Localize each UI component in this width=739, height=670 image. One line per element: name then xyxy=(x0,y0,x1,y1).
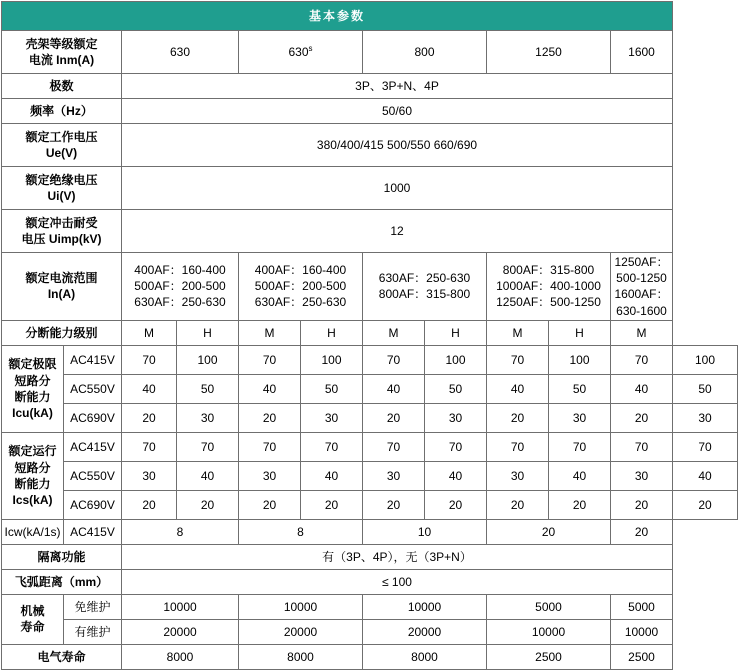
ics-415-m-4: 70 xyxy=(487,432,549,461)
current-range-3-line1: 630AF：250-630 xyxy=(378,271,471,286)
icu-415-m-2: 70 xyxy=(239,345,301,374)
table-row-arc-distance xyxy=(2,569,738,594)
frame-value-1: 630 xyxy=(122,31,239,74)
icu-550-h-5: 50 xyxy=(673,374,738,403)
impulse-voltage-label-line1: 额定冲击耐受 xyxy=(25,215,98,230)
table-row-isolation xyxy=(2,544,738,569)
icu-550-m-4: 40 xyxy=(487,374,549,403)
row-label-impulse-voltage xyxy=(2,210,122,253)
row-label-breaking-grade: 分断能力级别 xyxy=(2,320,122,345)
ics-415-m-5: 70 xyxy=(611,432,673,461)
current-range-2-line2: 500AF：200-500 xyxy=(254,279,347,294)
grade-h-1: H xyxy=(177,320,239,345)
ics-690-m-1: 20 xyxy=(122,490,177,519)
table-row-icu-690 xyxy=(2,403,738,432)
table-row-icw xyxy=(2,519,738,544)
table-row-ics-550 xyxy=(2,461,738,490)
icu-415-m-4: 70 xyxy=(487,345,549,374)
table-row-ics-415 xyxy=(2,432,738,461)
table-row-icu-415 xyxy=(2,345,738,374)
mech-maint-2: 20000 xyxy=(239,619,363,644)
row-label-ics xyxy=(2,432,64,519)
icw-voltage: AC415V xyxy=(64,519,122,544)
mech-free-5: 5000 xyxy=(611,594,673,619)
mech-maint-5: 10000 xyxy=(611,619,673,644)
ics-690-m-2: 20 xyxy=(239,490,301,519)
ics-415-h-1: 70 xyxy=(177,432,239,461)
ics-690-h-2: 20 xyxy=(301,490,363,519)
icu-690-m-3: 20 xyxy=(363,403,425,432)
icu-550-m-1: 40 xyxy=(122,374,177,403)
table-row-mech-life-free xyxy=(2,594,738,619)
ics-415-m-2: 70 xyxy=(239,432,301,461)
icu-690-h-2: 30 xyxy=(301,403,363,432)
mech-maint-4: 10000 xyxy=(487,619,611,644)
current-range-4-line1: 800AF：315-800 xyxy=(502,263,595,278)
table-row-ics-690 xyxy=(2,490,738,519)
icu-550-h-2: 50 xyxy=(301,374,363,403)
working-voltage-label-line1: 额定工作电压 xyxy=(25,129,98,144)
current-range-5 xyxy=(611,253,673,321)
ics-550-m-4: 30 xyxy=(487,461,549,490)
elec-life-3: 8000 xyxy=(363,644,487,669)
mech-free-2: 10000 xyxy=(239,594,363,619)
ics-415-m-1: 70 xyxy=(122,432,177,461)
current-range-1-line2: 500AF：200-500 xyxy=(134,279,226,294)
icu-550-m-3: 40 xyxy=(363,374,425,403)
ics-550-m-1: 30 xyxy=(122,461,177,490)
icu-690-h-1: 30 xyxy=(177,403,239,432)
icu-voltage-415: AC415V xyxy=(64,345,122,374)
working-voltage-label-line2: Ue(V) xyxy=(45,146,78,160)
icu-415-h-4: 100 xyxy=(549,345,611,374)
working-voltage-value: 380/400/415 500/550 660/690 xyxy=(122,124,673,167)
ics-label-line2: 短路分 xyxy=(14,460,51,475)
insulation-voltage-value: 1000 xyxy=(122,167,673,210)
table-row-impulse-voltage xyxy=(2,210,738,253)
icw-value-4: 20 xyxy=(487,519,611,544)
current-range-3-line2: 800AF：315-800 xyxy=(378,287,471,302)
row-label-poles: 极数 xyxy=(2,74,122,99)
grade-m-1: M xyxy=(122,320,177,345)
icu-415-m-1: 70 xyxy=(122,345,177,374)
icu-550-h-4: 50 xyxy=(549,374,611,403)
poles-value: 3P、3P+N、4P xyxy=(122,74,673,99)
row-label-insulation-voltage xyxy=(2,167,122,210)
ics-550-h-2: 40 xyxy=(301,461,363,490)
impulse-voltage-value: 12 xyxy=(122,210,673,253)
ics-690-h-4: 20 xyxy=(549,490,611,519)
current-range-5-line1: 1250AF：500-1250 xyxy=(614,255,669,286)
row-label-with-maintenance: 有维护 xyxy=(64,619,122,644)
icu-550-h-3: 50 xyxy=(425,374,487,403)
row-label-mech-life xyxy=(2,594,64,644)
ics-415-h-5: 70 xyxy=(673,432,738,461)
ics-voltage-550: AC550V xyxy=(64,461,122,490)
ics-550-h-5: 40 xyxy=(673,461,738,490)
grade-h-3: H xyxy=(425,320,487,345)
ics-550-m-3: 30 xyxy=(363,461,425,490)
icu-415-h-1: 100 xyxy=(177,345,239,374)
icu-550-m-5: 40 xyxy=(611,374,673,403)
insulation-voltage-label-line2: Ui(V) xyxy=(47,189,76,203)
ics-415-m-3: 70 xyxy=(363,432,425,461)
icw-value-3: 10 xyxy=(363,519,487,544)
frame-rating-label-line2: 电流 Inm(A) xyxy=(28,53,95,67)
icu-415-m-3: 70 xyxy=(363,345,425,374)
frame-value-2-text: 630 xyxy=(288,44,309,59)
table-title-row xyxy=(2,2,738,31)
ics-550-m-2: 30 xyxy=(239,461,301,490)
arc-distance-value: ≤ 100 xyxy=(122,569,673,594)
ics-550-h-4: 40 xyxy=(549,461,611,490)
icw-value-1: 8 xyxy=(122,519,239,544)
current-range-4 xyxy=(487,253,611,321)
ics-voltage-415: AC415V xyxy=(64,432,122,461)
frame-value-2-sup: s xyxy=(308,43,313,53)
ics-690-m-5: 20 xyxy=(611,490,673,519)
frame-value-5: 1600 xyxy=(611,31,673,74)
icu-690-h-4: 30 xyxy=(549,403,611,432)
mech-free-1: 10000 xyxy=(122,594,239,619)
icu-550-m-2: 40 xyxy=(239,374,301,403)
ics-690-h-1: 20 xyxy=(177,490,239,519)
ics-415-h-2: 70 xyxy=(301,432,363,461)
icu-voltage-690: AC690V xyxy=(64,403,122,432)
ics-690-m-4: 20 xyxy=(487,490,549,519)
ics-550-h-3: 40 xyxy=(425,461,487,490)
icu-550-h-1: 50 xyxy=(177,374,239,403)
ics-voltage-690: AC690V xyxy=(64,490,122,519)
current-range-5-line2: 1600AF：630-1600 xyxy=(614,287,669,318)
current-range-4-line2: 1000AF：400-1000 xyxy=(496,279,601,294)
ics-label-line1: 额定运行 xyxy=(8,444,57,459)
ics-690-m-3: 20 xyxy=(363,490,425,519)
frame-value-4: 1250 xyxy=(487,31,611,74)
current-range-1 xyxy=(122,253,239,321)
row-label-current-range xyxy=(2,253,122,321)
table-row-frequency xyxy=(2,99,738,124)
table-row-poles xyxy=(2,74,738,99)
elec-life-1: 8000 xyxy=(122,644,239,669)
mech-life-label-line2: 寿命 xyxy=(20,620,45,635)
icu-415-h-2: 100 xyxy=(301,345,363,374)
specification-table xyxy=(1,1,738,670)
icu-415-m-5: 70 xyxy=(611,345,673,374)
impulse-voltage-label-line2: 电压 Uimp(kV) xyxy=(21,232,102,246)
mech-maint-3: 20000 xyxy=(363,619,487,644)
current-range-1-line1: 400AF：160-400 xyxy=(134,263,226,278)
icu-voltage-550: AC550V xyxy=(64,374,122,403)
icu-690-m-5: 20 xyxy=(611,403,673,432)
table-row-breaking-grade xyxy=(2,320,738,345)
frame-value-3: 800 xyxy=(363,31,487,74)
icu-415-h-3: 100 xyxy=(425,345,487,374)
row-label-arc-distance: 飞弧距离（mm） xyxy=(2,569,122,594)
mech-life-label-line1: 机械 xyxy=(20,604,45,619)
grade-m-3: M xyxy=(363,320,425,345)
grade-h-2: H xyxy=(301,320,363,345)
row-label-icw: Icw(kA/1s) xyxy=(2,519,64,544)
ics-550-h-1: 40 xyxy=(177,461,239,490)
ics-690-h-5: 20 xyxy=(673,490,738,519)
current-range-2 xyxy=(239,253,363,321)
icw-value-2: 8 xyxy=(239,519,363,544)
ics-415-h-3: 70 xyxy=(425,432,487,461)
mech-free-3: 10000 xyxy=(363,594,487,619)
row-label-maintenance-free: 免维护 xyxy=(64,594,122,619)
row-label-isolation: 隔离功能 xyxy=(2,544,122,569)
grade-m-5: M xyxy=(611,320,673,345)
current-range-4-line3: 1250AF：500-1250 xyxy=(496,295,601,310)
icu-label-line3: 断能力 xyxy=(14,389,51,404)
table-row-insulation-voltage xyxy=(2,167,738,210)
ics-label-line3: 断能力 xyxy=(14,476,51,491)
current-range-label-line2: In(A) xyxy=(47,287,76,302)
current-range-2-line3: 630AF：250-630 xyxy=(254,295,347,310)
elec-life-5: 2500 xyxy=(611,644,673,669)
mech-maint-1: 20000 xyxy=(122,619,239,644)
row-label-working-voltage xyxy=(2,124,122,167)
icu-690-m-4: 20 xyxy=(487,403,549,432)
row-label-frame-rating xyxy=(2,31,122,74)
row-label-frequency: 频率（Hz） xyxy=(2,99,122,124)
page-title: 基本参数 xyxy=(2,2,673,31)
icu-690-m-1: 20 xyxy=(122,403,177,432)
table-row-working-voltage xyxy=(2,124,738,167)
table-row-electrical-life xyxy=(2,644,738,669)
current-range-label-line1: 额定电流范围 xyxy=(25,271,98,286)
grade-h-4: H xyxy=(549,320,611,345)
mech-free-4: 5000 xyxy=(487,594,611,619)
row-label-icu xyxy=(2,345,64,432)
icu-label-line4: Icu(kA) xyxy=(12,405,53,420)
current-range-1-line3: 630AF：250-630 xyxy=(134,295,226,310)
isolation-value: 有（3P、4P），无（3P+N） xyxy=(122,544,673,569)
icu-label-line2: 短路分 xyxy=(14,373,51,388)
ics-label-line4: Ics(kA) xyxy=(12,492,53,507)
elec-life-4: 2500 xyxy=(487,644,611,669)
row-label-electrical-life: 电气寿命 xyxy=(2,644,122,669)
grade-m-2: M xyxy=(239,320,301,345)
table-row-current-range xyxy=(2,253,738,321)
frame-value-2 xyxy=(239,31,363,74)
icw-value-5: 20 xyxy=(611,519,673,544)
current-range-3 xyxy=(363,253,487,321)
icu-690-h-5: 30 xyxy=(673,403,738,432)
icu-415-h-5: 100 xyxy=(673,345,738,374)
table-row-frame-rating xyxy=(2,31,738,74)
table-row-mech-life-maint xyxy=(2,619,738,644)
ics-550-m-5: 30 xyxy=(611,461,673,490)
elec-life-2: 8000 xyxy=(239,644,363,669)
grade-m-4: M xyxy=(487,320,549,345)
insulation-voltage-label-line1: 额定绝缘电压 xyxy=(25,172,98,187)
table-row-icu-550 xyxy=(2,374,738,403)
frequency-value: 50/60 xyxy=(122,99,673,124)
spec-table-page xyxy=(0,1,739,664)
icu-label-line1: 额定极限 xyxy=(8,357,57,372)
icu-690-m-2: 20 xyxy=(239,403,301,432)
frame-rating-label-line1: 壳架等级额定 xyxy=(25,36,98,51)
current-range-2-line1: 400AF：160-400 xyxy=(254,263,347,278)
icu-690-h-3: 30 xyxy=(425,403,487,432)
ics-415-h-4: 70 xyxy=(549,432,611,461)
ics-690-h-3: 20 xyxy=(425,490,487,519)
